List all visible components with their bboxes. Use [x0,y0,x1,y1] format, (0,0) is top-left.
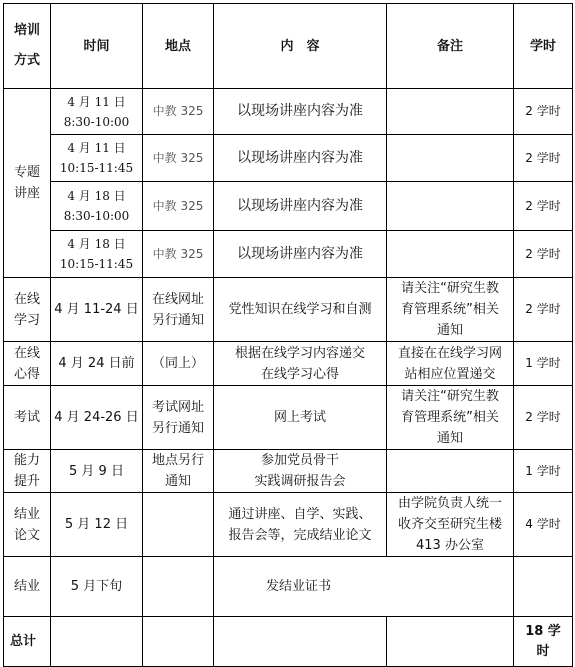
lecture-time [51,89,143,135]
ability-time: 5 月 9 日 [51,450,143,493]
online-study-content: 党性知识在线学习和自测 [214,278,387,342]
online-reflection-row [4,342,573,386]
total-label: 总计 [4,617,51,667]
lecture-place: 中教 325 [143,89,214,135]
lecture-remark [387,231,514,278]
exam-place-line2: 另行通知 [151,420,204,436]
lecture-date: 4 月 11 日 [67,94,126,109]
thesis-remark-line3: 413 办公室 [416,538,484,553]
header-method-line1: 培训 [13,23,40,38]
online-study-label-line2: 学习 [13,312,40,328]
lecture-place: 中教 325 [143,182,214,231]
lecture-row [4,89,573,135]
exam-remark [387,386,514,450]
header-place: 地点 [143,4,214,89]
total-hours-line1: 18 学 [525,623,561,639]
thesis-label [4,493,51,557]
graduation-row [4,557,573,617]
total-hours [514,617,573,667]
lecture-date: 4 月 18 日 [67,237,126,251]
online-study-remark-line1: 请关注“研究生教 [401,281,499,296]
online-study-row [4,278,573,342]
lecture-content: 以现场讲座内容为准 [214,89,387,135]
online-reflection-content-line2: 在线学习心得 [260,366,339,382]
lecture-clock: 8:30-10:00 [63,209,130,223]
exam-content: 网上考试 [214,386,387,450]
online-reflection-remark-line1: 直接在在线学习网 [397,345,502,361]
thesis-label-line1: 结业 [13,506,40,522]
online-reflection-hours: 1 学时 [514,342,573,386]
total-row [4,617,573,667]
online-study-remark-line2: 育管理系统”相关 [401,302,499,317]
thesis-place [143,493,214,557]
lecture-content: 以现场讲座内容为准 [214,231,387,278]
exam-row [4,386,573,450]
ability-hours: 1 学时 [514,450,573,493]
thesis-content-line1: 通过讲座、自学、实践、 [228,506,372,522]
lecture-date: 4 月 18 日 [67,189,126,203]
thesis-hours: 4 学时 [514,493,573,557]
ability-label [4,450,51,493]
lecture-hours: 2 学时 [514,182,573,231]
thesis-row [4,493,573,557]
graduation-content: 发结业证书 [214,557,514,617]
thesis-remark-line1: 由学院负责人统一 [397,496,502,511]
online-study-place-line1: 在线网址 [151,291,204,307]
ability-label-line2: 提升 [13,474,40,489]
lecture-label-line2: 讲座 [13,186,40,201]
ability-content [214,450,387,493]
exam-place [143,386,214,450]
lecture-time [51,231,143,278]
thesis-label-line2: 论文 [13,527,40,543]
lecture-clock: 10:15-11:45 [59,257,134,271]
online-reflection-remark-line2: 站相应位置递交 [404,366,496,382]
training-schedule-table [3,3,573,667]
graduation-label: 结业 [4,557,51,617]
online-reflection-remark [387,342,514,386]
online-reflection-label [4,342,51,386]
lecture-content: 以现场讲座内容为准 [214,135,387,182]
exam-hours: 2 学时 [514,386,573,450]
online-study-place [143,278,214,342]
lecture-label-line1: 专题 [13,165,40,180]
header-content: 内 容 [214,4,387,89]
lecture-clock: 10:15-11:45 [59,161,134,175]
online-reflection-time: 4 月 24 日前 [51,342,143,386]
lecture-row [4,135,573,182]
header-row [4,4,573,89]
thesis-time: 5 月 12 日 [51,493,143,557]
online-reflection-label-line1: 在线 [13,345,40,361]
graduation-time: 5 月下旬 [51,557,143,617]
ability-place-line2: 通知 [164,474,191,489]
online-study-time: 4 月 11-24 日 [51,278,143,342]
lecture-hours: 2 学时 [514,89,573,135]
total-empty [387,617,514,667]
lecture-hours: 2 学时 [514,135,573,182]
lecture-clock: 8:30-10:00 [63,114,130,129]
ability-row [4,450,573,493]
exam-place-line1: 考试网址 [151,399,204,415]
lecture-place: 中教 325 [143,135,214,182]
lecture-remark [387,135,514,182]
total-empty [214,617,387,667]
total-empty [143,617,214,667]
online-reflection-label-line2: 心得 [13,366,40,382]
thesis-content [214,493,387,557]
graduation-place [143,557,214,617]
exam-remark-line3: 通知 [436,431,463,446]
total-hours-line2: 时 [536,643,550,659]
online-reflection-content [214,342,387,386]
lecture-place: 中教 325 [143,231,214,278]
online-study-hours: 2 学时 [514,278,573,342]
exam-remark-line2: 育管理系统”相关 [401,410,499,425]
ability-label-line1: 能力 [13,453,40,468]
thesis-remark [387,493,514,557]
online-study-label-line1: 在线 [13,291,40,307]
ability-content-line1: 参加党员骨干 [260,453,339,468]
header-hours: 学时 [514,4,573,89]
lecture-content: 以现场讲座内容为准 [214,182,387,231]
graduation-hours [514,557,573,617]
lecture-date: 4 月 11 日 [67,141,126,155]
exam-label: 考试 [4,386,51,450]
ability-content-line2: 实践调研报告会 [254,474,346,489]
ability-place [143,450,214,493]
online-reflection-content-line1: 根据在线学习内容递交 [234,345,365,361]
lecture-time [51,135,143,182]
exam-time: 4 月 24-26 日 [51,386,143,450]
header-time: 时间 [51,4,143,89]
lecture-row [4,231,573,278]
ability-remark [387,450,514,493]
lecture-time [51,182,143,231]
lecture-remark [387,89,514,135]
lecture-remark [387,182,514,231]
ability-place-line1: 地点另行 [151,453,204,468]
thesis-content-line2: 报告会等，完成结业论文 [228,527,372,543]
lecture-hours: 2 学时 [514,231,573,278]
online-reflection-place: （同上） [143,342,214,386]
online-study-place-line2: 另行通知 [151,312,204,328]
header-method-line2: 方式 [13,53,40,68]
lecture-label [4,89,51,278]
thesis-remark-line2: 收齐交至研究生楼 [397,517,502,532]
total-empty [51,617,143,667]
exam-remark-line1: 请关注“研究生教 [401,389,499,404]
online-study-remark [387,278,514,342]
lecture-row [4,182,573,231]
header-method [4,4,51,89]
online-study-label [4,278,51,342]
header-remark: 备注 [387,4,514,89]
online-study-remark-line3: 通知 [436,323,463,338]
